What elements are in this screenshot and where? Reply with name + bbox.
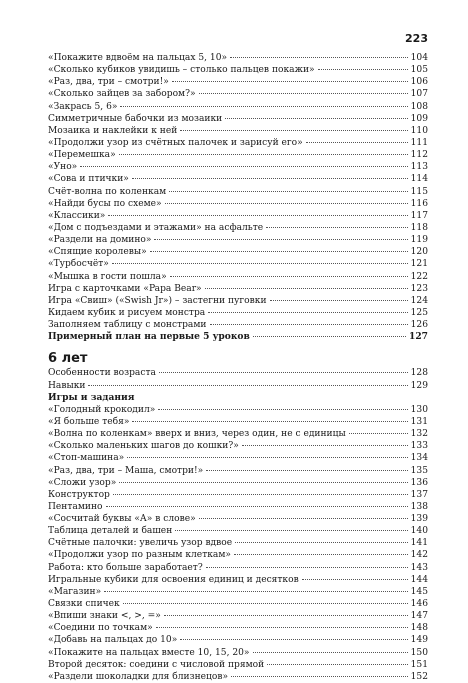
toc-entry-title: Кидаем кубик и рисуем монстра xyxy=(48,307,206,318)
toc-entry xyxy=(48,622,428,634)
toc-entry-title: Симметричные бабочки из мозаики xyxy=(48,113,223,124)
toc-entry-page: 114 xyxy=(410,174,428,185)
toc-entry-page: 134 xyxy=(410,453,428,464)
toc-entry xyxy=(48,404,428,416)
dot-leader xyxy=(180,638,407,640)
toc-entry xyxy=(48,489,428,501)
toc-entry xyxy=(48,659,428,671)
toc-entry-title: «Продолжи узор по разным клеткам» xyxy=(48,550,231,561)
toc-entry-title: «Я больше тебя» xyxy=(48,416,130,427)
toc-entry-title: «Классики» xyxy=(48,210,106,221)
toc-entry-page: 145 xyxy=(410,586,428,597)
toc-entry-page: 146 xyxy=(410,599,428,610)
toc-entry-page: 131 xyxy=(410,416,428,427)
toc-entry xyxy=(48,271,428,283)
toc-entry-title: «Раз, два, три – смотри!» xyxy=(48,77,169,88)
toc-list-top xyxy=(48,52,428,343)
dot-leader xyxy=(156,626,408,628)
toc-list-games xyxy=(48,404,428,683)
toc-entry xyxy=(48,586,428,598)
toc-entry-page: 135 xyxy=(410,465,428,476)
toc-entry xyxy=(48,380,428,392)
toc-entry xyxy=(48,671,428,683)
toc-entry-title: Пентамино xyxy=(48,501,103,512)
toc-entry-page: 147 xyxy=(410,611,428,622)
toc-entry-page: 106 xyxy=(410,77,428,88)
toc-entry-page: 119 xyxy=(410,235,428,246)
toc-entry-title: Игра «Свиш» («Swish Jr») – застегни пуговки xyxy=(48,295,267,306)
section-subheading: Игры и задания xyxy=(48,391,135,403)
dot-leader xyxy=(225,117,407,119)
dot-leader xyxy=(230,56,408,58)
dot-leader xyxy=(253,651,408,653)
toc-entry-title: «Раз, два, три – Маша, смотри!» xyxy=(48,465,204,476)
dot-leader xyxy=(270,299,408,301)
toc-entry xyxy=(48,501,428,513)
toc-entry-title: «Найди бусы по схеме» xyxy=(48,198,162,209)
toc-entry xyxy=(48,234,428,246)
toc-entry-page: 128 xyxy=(410,368,428,379)
dot-leader xyxy=(302,578,408,580)
toc-entry xyxy=(48,525,428,537)
toc-entry-title: Счётные палочки: увеличь узор вдвое xyxy=(48,538,233,549)
toc-entry-title: Мозаика и наклейки к ней xyxy=(48,125,178,136)
dot-leader xyxy=(120,105,407,107)
toc-entry-title: «Магазин» xyxy=(48,586,102,597)
toc-entry xyxy=(48,210,428,222)
toc-entry xyxy=(48,537,428,549)
toc-entry-page: 144 xyxy=(410,574,428,585)
dot-leader xyxy=(253,335,406,337)
toc-entry xyxy=(48,634,428,646)
table-of-contents xyxy=(48,52,428,683)
toc-entry xyxy=(48,428,428,440)
dot-leader xyxy=(199,92,408,94)
toc-entry-page: 121 xyxy=(410,259,428,270)
toc-entry-page: 130 xyxy=(410,404,428,415)
dot-leader xyxy=(205,287,408,289)
dot-leader xyxy=(158,408,407,410)
dot-leader xyxy=(235,541,408,543)
toc-entry-title: Таблица деталей и башен xyxy=(48,526,173,537)
toc-entry-title: «Продолжи узор из счётных палочек и зарисуй его» xyxy=(48,137,303,148)
toc-entry-page: 109 xyxy=(410,113,428,124)
toc-entry-page: 151 xyxy=(410,659,428,670)
toc-entry-page: 148 xyxy=(410,623,428,634)
toc-entry-page: 124 xyxy=(410,295,428,306)
toc-entry-title: «Сложи узор» xyxy=(48,477,117,488)
toc-entry xyxy=(48,88,428,100)
dot-leader xyxy=(165,202,408,204)
toc-entry-page: 142 xyxy=(410,550,428,561)
toc-entry-title: «Спящие королевы» xyxy=(48,247,147,258)
toc-entry-title: «Дом с подъездами и этажами» на асфальте xyxy=(48,222,264,233)
dot-leader xyxy=(88,384,407,386)
toc-entry xyxy=(48,295,428,307)
toc-entry xyxy=(48,416,428,428)
toc-entry xyxy=(48,574,428,586)
toc-entry-title: «Сколько маленьких шагов до кошки?» xyxy=(48,441,239,452)
toc-entry-title: Игра с карточками «Papa Bear» xyxy=(48,283,202,294)
toc-entry-page: 139 xyxy=(410,514,428,525)
dot-leader xyxy=(206,469,407,471)
toc-entry-title: Особенности возраста xyxy=(48,368,156,379)
toc-entry-page: 120 xyxy=(410,247,428,258)
toc-entry xyxy=(48,319,428,331)
toc-entry xyxy=(48,113,428,125)
toc-entry-page: 110 xyxy=(410,125,428,136)
dot-leader xyxy=(106,505,408,507)
toc-entry-page: 107 xyxy=(410,89,428,100)
toc-entry xyxy=(48,562,428,574)
toc-entry-page: 116 xyxy=(410,198,428,209)
toc-entry-title: «Сколько зайцев за забором?» xyxy=(48,89,196,100)
toc-entry xyxy=(48,610,428,622)
dot-leader xyxy=(164,614,408,616)
dot-leader xyxy=(119,153,408,155)
toc-entry-page: 125 xyxy=(410,307,428,318)
dot-leader xyxy=(242,444,408,446)
toc-list-intro xyxy=(48,367,428,391)
toc-entry-title: «Добавь на пальцах до 10» xyxy=(48,635,178,646)
dot-leader xyxy=(123,602,408,604)
toc-entry-title: Работа: кто больше заработает? xyxy=(48,562,203,573)
dot-leader xyxy=(306,141,408,143)
dot-leader xyxy=(150,250,408,252)
toc-entry xyxy=(48,222,428,234)
dot-leader xyxy=(170,275,408,277)
dot-leader xyxy=(119,481,407,483)
toc-entry xyxy=(48,307,428,319)
dot-leader xyxy=(127,456,407,458)
dot-leader xyxy=(113,493,408,495)
toc-entry-page: 129 xyxy=(410,380,428,391)
dot-leader xyxy=(172,80,408,82)
toc-entry-title: «Турбосчёт» xyxy=(48,259,109,270)
toc-entry-page: 137 xyxy=(410,489,428,500)
toc-entry-title: «Раздели на домино» xyxy=(48,235,152,246)
toc-entry xyxy=(48,246,428,258)
toc-entry xyxy=(48,137,428,149)
toc-entry-page: 112 xyxy=(410,150,428,161)
toc-entry-page: 138 xyxy=(410,501,428,512)
dot-leader xyxy=(159,371,408,373)
toc-entry-page: 143 xyxy=(410,562,428,573)
toc-entry-title: Заполняем таблицу с монстрами xyxy=(48,320,207,331)
toc-entry xyxy=(48,76,428,88)
toc-entry xyxy=(48,101,428,113)
toc-entry-title: Второй десяток: соедини с числовой прямой xyxy=(48,659,265,670)
dot-leader xyxy=(112,262,408,264)
toc-entry-page: 136 xyxy=(410,477,428,488)
toc-entry-page: 150 xyxy=(410,647,428,658)
toc-entry-page: 105 xyxy=(410,65,428,76)
dot-leader xyxy=(104,590,408,592)
dot-leader xyxy=(267,663,407,665)
toc-entry-page: 118 xyxy=(410,222,428,233)
dot-leader xyxy=(199,517,408,519)
toc-entry xyxy=(48,173,428,185)
dot-leader xyxy=(154,238,407,240)
dot-leader xyxy=(234,553,408,555)
dot-leader xyxy=(175,529,407,531)
toc-entry-title: Игральные кубики для освоения единиц и десятков xyxy=(48,574,299,585)
toc-entry-page: 140 xyxy=(410,526,428,537)
toc-entry-title: «Соедини по точкам» xyxy=(48,623,153,634)
toc-entry-page: 127 xyxy=(409,331,428,343)
toc-entry-title: Конструктор xyxy=(48,489,110,500)
toc-entry xyxy=(48,331,428,343)
toc-entry xyxy=(48,52,428,64)
toc-entry-page: 132 xyxy=(410,429,428,440)
toc-entry-title: Примерный план на первые 5 уроков xyxy=(48,331,250,343)
toc-entry-page: 113 xyxy=(410,162,428,173)
toc-entry-page: 108 xyxy=(410,101,428,112)
toc-entry-title: «Сосчитай буквы «А» в слове» xyxy=(48,514,196,525)
section-heading: 6 лет xyxy=(48,351,88,367)
toc-entry xyxy=(48,258,428,270)
dot-leader xyxy=(108,214,407,216)
dot-leader xyxy=(318,68,408,70)
toc-entry xyxy=(48,125,428,137)
toc-entry-title: «Перемешка» xyxy=(48,150,116,161)
page-number: 223 xyxy=(405,32,428,45)
toc-entry xyxy=(48,647,428,659)
dot-leader xyxy=(266,226,408,228)
toc-entry-title: «Уно» xyxy=(48,162,78,173)
toc-entry xyxy=(48,149,428,161)
toc-entry-title: «Покажите на пальцах вместе 10, 15, 20» xyxy=(48,647,250,658)
dot-leader xyxy=(180,129,407,131)
dot-leader xyxy=(132,177,408,179)
toc-entry xyxy=(48,367,428,379)
toc-entry-page: 141 xyxy=(410,538,428,549)
dot-leader xyxy=(208,311,407,313)
toc-entry-title: «Сова и птички» xyxy=(48,174,129,185)
toc-entry-title: Счёт-волна по коленкам xyxy=(48,186,167,197)
toc-entry-page: 152 xyxy=(410,671,428,682)
toc-entry-title: Навыки xyxy=(48,380,86,391)
toc-entry xyxy=(48,186,428,198)
toc-entry xyxy=(48,465,428,477)
toc-entry xyxy=(48,477,428,489)
dot-leader xyxy=(231,675,408,677)
toc-entry xyxy=(48,513,428,525)
toc-entry-title: Связки спичек xyxy=(48,599,120,610)
toc-entry-page: 122 xyxy=(410,271,428,282)
toc-entry-page: 111 xyxy=(410,137,428,148)
toc-entry-title: «Сколько кубиков увидишь – столько пальцев покажи» xyxy=(48,65,315,76)
toc-entry-page: 149 xyxy=(410,635,428,646)
toc-entry-page: 104 xyxy=(410,53,428,63)
toc-entry xyxy=(48,452,428,464)
toc-entry xyxy=(48,440,428,452)
dot-leader xyxy=(80,165,407,167)
toc-entry-page: 133 xyxy=(410,441,428,452)
dot-leader xyxy=(349,432,408,434)
toc-entry xyxy=(48,549,428,561)
toc-entry-page: 117 xyxy=(410,210,428,221)
toc-entry-title: «Мышка в гости пошла» xyxy=(48,271,167,282)
toc-entry xyxy=(48,598,428,610)
toc-entry xyxy=(48,283,428,295)
toc-entry-page: 126 xyxy=(410,320,428,331)
dot-leader xyxy=(169,190,407,192)
toc-entry-title: «Впиши знаки <, >, =» xyxy=(48,611,161,622)
toc-entry-title: «Раздели шоколадки для близнецов» xyxy=(48,671,229,682)
dot-leader xyxy=(210,323,408,325)
toc-entry-title: «Покажите вдвоём на пальцах 5, 10» xyxy=(48,53,228,63)
toc-entry-title: «Закрась 5, 6» xyxy=(48,101,118,112)
toc-entry-title: «Голодный крокодил» xyxy=(48,404,156,415)
toc-entry-page: 123 xyxy=(410,283,428,294)
dot-leader xyxy=(132,420,407,422)
toc-entry xyxy=(48,161,428,173)
dot-leader xyxy=(206,566,408,568)
toc-entry-title: «Волна по коленкам» вверх и вниз, через один, не с единицы xyxy=(48,429,346,440)
toc-entry xyxy=(48,198,428,210)
toc-entry xyxy=(48,64,428,76)
toc-entry-title: «Стоп-машина» xyxy=(48,453,125,464)
toc-entry-page: 115 xyxy=(410,186,428,197)
